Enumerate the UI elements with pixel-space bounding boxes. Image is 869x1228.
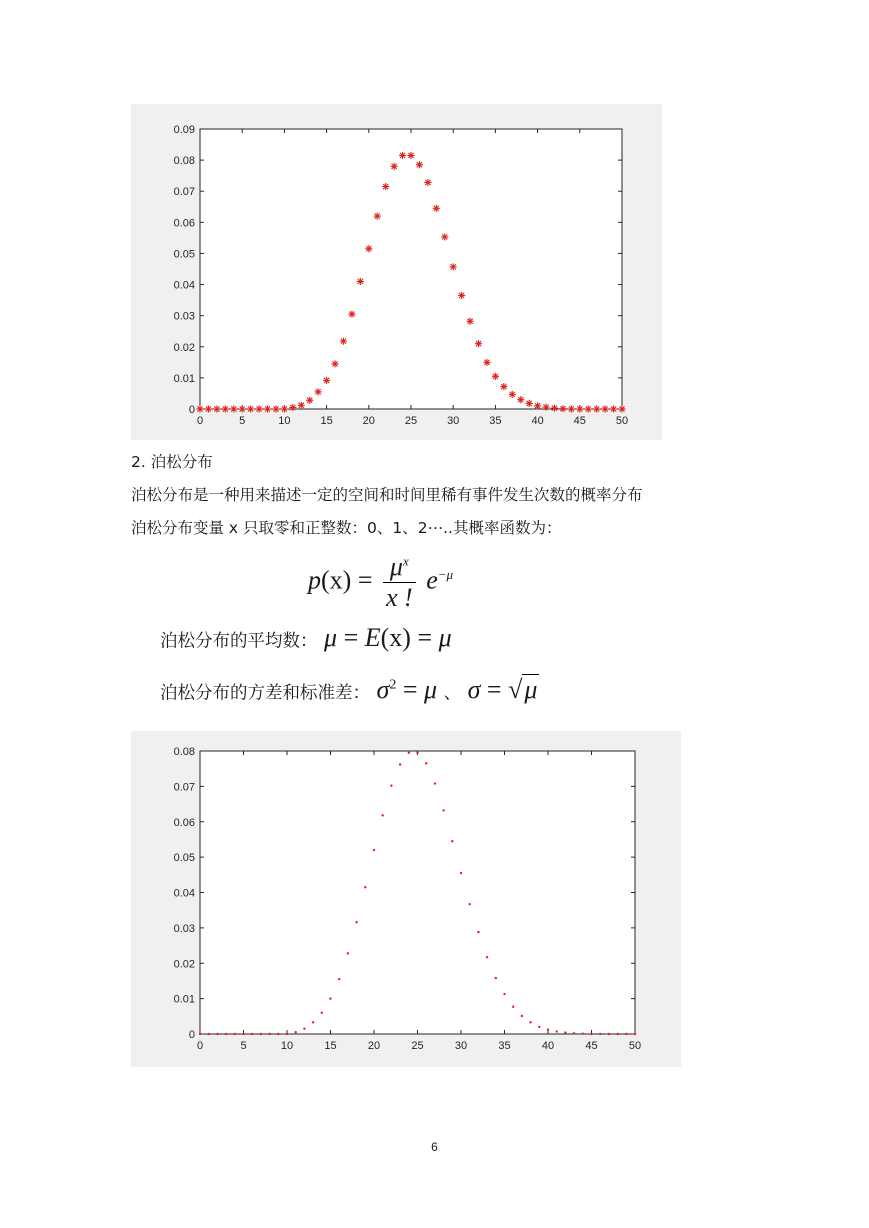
data-point [303,1027,305,1029]
pmf-e: e [426,565,438,595]
x-tick-label: 25 [404,415,418,427]
var-eq-2: = [486,675,502,704]
data-point [199,1033,201,1035]
data-point [399,152,406,159]
data-point [408,752,410,754]
data-point [230,405,237,412]
data-point [222,405,229,412]
var-eq-1: = [402,675,418,704]
mean-eq-2: = [417,623,433,652]
y-tick-label: 0.03 [173,922,195,935]
data-point [391,163,398,170]
x-tick-label: 40 [541,1040,555,1052]
data-point [390,784,392,786]
data-point [272,405,279,412]
data-point [556,1030,558,1032]
data-point [348,311,355,318]
x-tick-label: 0 [196,1040,204,1052]
poisson-variance-line [160,675,539,705]
x-tick-label: 30 [447,415,460,427]
binomial-chart-figure [131,104,662,440]
data-point [433,205,440,212]
pmf-denominator: x ! [386,583,413,612]
data-point [500,383,507,390]
data-point [509,391,516,398]
x-tick-label: 10 [278,415,291,427]
data-point [625,1033,627,1035]
data-point [382,183,389,190]
data-point [225,1033,227,1035]
pmf-p: p [308,565,321,595]
data-point [357,278,364,285]
data-point [634,1033,636,1035]
x-tick-label: 45 [573,415,586,427]
x-tick-label: 25 [411,1040,424,1052]
data-point [205,405,212,412]
poisson-description: 泊松分布是一种用来描述一定的空间和时间里稀有事件发生次数的概率分布 [131,486,643,504]
x-tick-label: 5 [239,415,246,427]
data-point [196,405,203,412]
pmf-numerator [383,552,416,583]
data-point [526,400,533,407]
data-point [251,1033,253,1035]
data-point [364,886,366,888]
y-tick-label: 0 [188,1029,195,1041]
x-tick-label: 50 [628,1040,642,1052]
data-point [416,161,423,168]
data-point [442,809,444,811]
data-point [281,405,288,412]
data-point [331,360,338,367]
data-point [306,397,313,404]
data-point [466,318,473,325]
mean-mu-2: μ [438,623,452,652]
data-point [355,921,357,923]
x-tick-label: 35 [489,415,502,427]
y-tick-label: 0.06 [173,217,195,230]
pmf-x-paren: (x) [321,565,352,595]
data-point [298,402,305,409]
y-tick-label: 0.05 [173,248,195,261]
data-point [538,1026,540,1028]
plot-area [200,129,622,409]
data-point [517,396,524,403]
chart-2-svg [131,731,681,1067]
data-point [492,373,499,380]
x-tick-label: 30 [454,1040,468,1052]
var-mu: μ [424,675,438,704]
data-point [582,1032,584,1034]
data-point [340,338,347,345]
data-point [551,404,558,411]
data-point [329,997,331,999]
var-sigma-2: σ [467,675,481,704]
data-point [264,405,271,412]
data-point [424,179,431,186]
data-point [323,377,330,384]
data-point [568,405,575,412]
data-point [534,402,541,409]
x-tick-label: 0 [196,415,204,427]
data-point [347,952,349,954]
x-tick-label: 35 [498,1040,511,1052]
y-tick-label: 0.04 [173,887,195,900]
x-tick-label: 20 [362,415,375,427]
data-point [602,405,609,412]
y-tick-label: 0.05 [173,852,195,865]
data-point [529,1021,531,1023]
var-sup-2: 2 [389,677,397,693]
y-tick-label: 0.01 [173,993,195,1006]
data-point [458,292,465,299]
poisson-mean-line [160,623,452,653]
data-point [559,405,566,412]
data-point [618,405,625,412]
x-tick-label: 40 [531,415,544,427]
data-point [593,405,600,412]
pmf-sup-x: x [402,553,409,569]
poisson-pmf-formula [308,552,453,613]
data-point [512,1006,514,1008]
data-point [268,1033,270,1035]
data-point [286,1033,288,1035]
data-point [475,340,482,347]
page-number: 6 [431,1140,438,1154]
data-point [590,1033,592,1035]
plot-area [200,751,635,1034]
data-point [477,931,479,933]
data-point [374,213,381,220]
data-point [321,1012,323,1014]
data-point [460,872,462,874]
mean-E: E [364,623,381,652]
pmf-exp: −μ [437,566,454,582]
y-tick-label: 0.07 [173,186,195,199]
x-tick-label: 15 [324,1040,337,1052]
y-tick-label: 0 [188,404,195,416]
data-point [373,849,375,851]
sqrt-radicand: μ [524,675,538,704]
data-point [450,263,457,270]
var-sep: 、 [443,683,462,704]
data-point [610,405,617,412]
data-point [295,1031,297,1033]
data-point [338,978,340,980]
y-tick-label: 0.08 [173,746,195,758]
y-tick-label: 0.07 [173,781,195,794]
data-point [585,405,592,412]
y-tick-label: 0.03 [173,310,195,323]
data-point [208,1033,210,1035]
mean-x-paren: (x) [380,623,411,652]
data-point [399,763,401,765]
data-point [434,782,436,784]
y-tick-label: 0.08 [173,155,195,168]
data-point [277,1033,279,1035]
pmf-eq: = [357,565,373,595]
data-point [242,1033,244,1035]
data-point [486,956,488,958]
x-tick-label: 5 [240,1040,247,1052]
data-point [608,1033,610,1035]
data-point [573,1032,575,1034]
y-tick-label: 0.06 [173,816,195,829]
data-point [495,977,497,979]
data-point [312,1021,314,1023]
var-sigma-1: σ [376,675,390,704]
data-point [213,405,220,412]
data-point [247,405,254,412]
data-point [451,840,453,842]
y-tick-label: 0.02 [173,958,195,971]
x-tick-label: 45 [585,1040,598,1052]
data-point [576,405,583,412]
data-point [616,1033,618,1035]
data-point [521,1015,523,1017]
data-point [260,1033,262,1035]
data-point [564,1031,566,1033]
data-point [469,903,471,905]
variance-label: 泊松分布的方差和标准差： [160,683,370,704]
data-point [239,405,246,412]
data-point [483,359,490,366]
y-tick-label: 0.02 [173,341,195,354]
data-point [542,404,549,411]
x-tick-label: 10 [280,1040,294,1052]
poisson-chart-figure [131,731,681,1067]
y-tick-label: 0.09 [173,124,195,136]
data-point [365,245,372,252]
y-tick-label: 0.04 [173,279,195,292]
data-point [315,388,322,395]
data-point [216,1033,218,1035]
x-tick-label: 50 [615,415,629,427]
data-point [234,1033,236,1035]
data-point [425,762,427,764]
mean-label: 泊松分布的平均数： [160,631,318,652]
data-point [255,405,262,412]
mean-eq-1: = [343,623,359,652]
x-tick-label: 15 [320,415,333,427]
y-tick-label: 0.01 [173,372,195,385]
data-point [547,1029,549,1031]
mean-mu-1: μ [324,623,338,652]
data-point [289,404,296,411]
section-heading: 2. 泊松分布 [131,453,213,471]
data-point [503,993,505,995]
chart-1-svg [131,104,662,440]
data-point [441,233,448,240]
pmf-mu: μ [389,552,403,581]
sqrt-mu: √μ [508,675,538,704]
data-point [416,752,418,754]
poisson-variable-description: 泊松分布变量 x 只取零和正整数：0、1、2⋯..其概率函数为： [131,519,562,537]
pmf-fraction [383,552,416,613]
data-point [599,1033,601,1035]
data-point [407,152,414,159]
x-tick-label: 20 [367,1040,381,1052]
data-point [382,814,384,816]
